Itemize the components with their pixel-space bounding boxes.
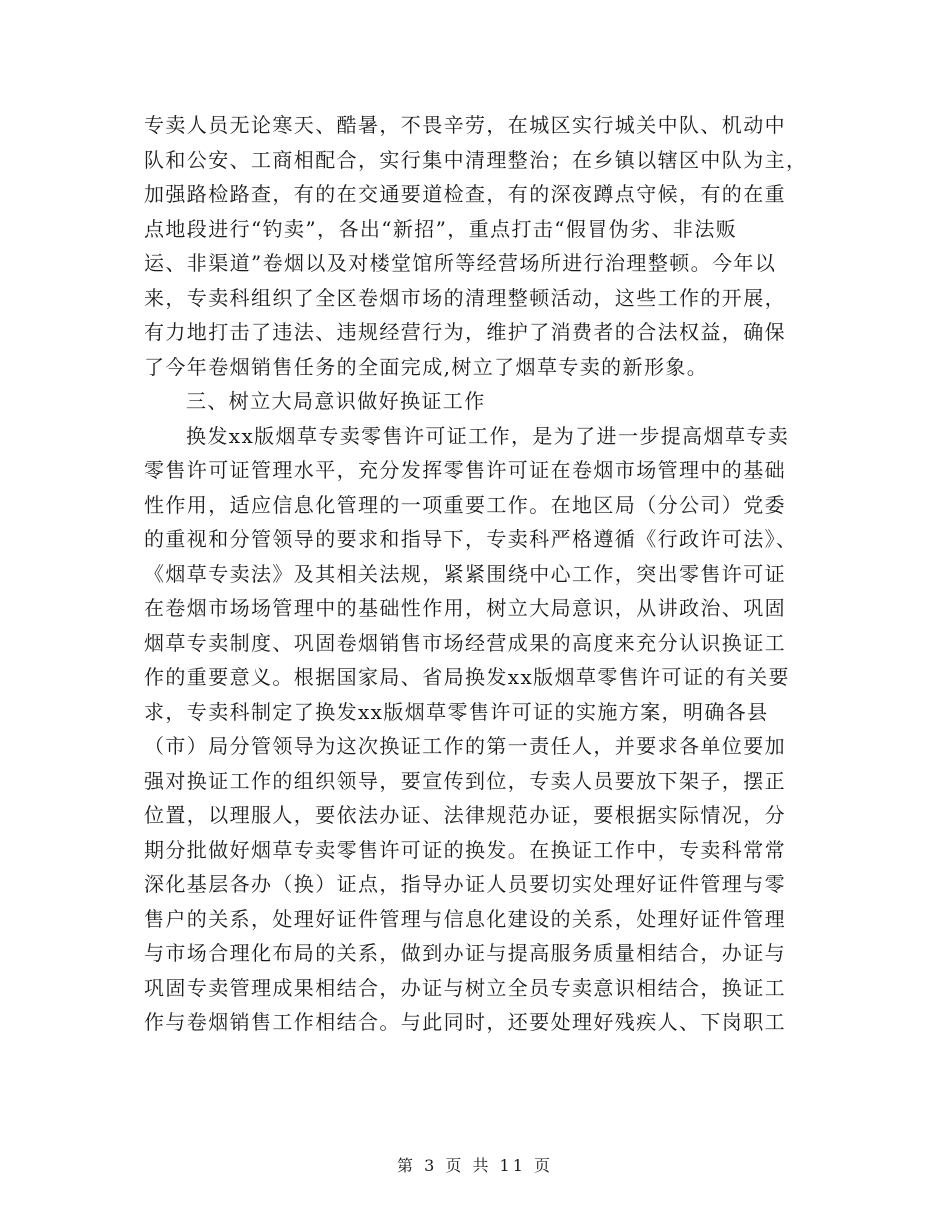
text-line: 专卖人员无论寒天、酷暑，不畏辛劳，在城区实行城关中队、机动中: [144, 113, 786, 137]
text-line: 烟草专卖制度、巩固卷烟销售市场经营成果的高度来充分认识换证工: [144, 630, 786, 655]
text-line: 队和公安、工商相配合，实行集中清理整治；在乡镇以辖区中队为主，: [144, 147, 808, 172]
page-number-footer: 第 3 页 共 11 页: [397, 1156, 553, 1175]
text-line: 有力地打击了违法、违规经营行为，维护了消费者的合法权益，确保: [144, 320, 786, 344]
text-line: 作的重要意义。根据国家局、省局换发xx版烟草零售许可证的有关要: [144, 665, 790, 689]
text-line: 运、非渠道”卷烟以及对楼堂馆所等经营场所进行治理整顿。今年以: [144, 251, 777, 275]
section-heading: 三、树立大局意识做好换证工作: [186, 389, 486, 413]
text-line: 的重视和分管领导的要求和指导下，专卖科严格遵循《行政许可法》、: [144, 527, 798, 551]
text-line: 求，专卖科制定了换发xx版烟草零售许可证的实施方案，明确各县: [144, 699, 769, 724]
text-line: 来，专卖科组织了全区卷烟市场的清理整顿活动，这些工作的开展，: [144, 285, 786, 310]
text-line: 性作用，适应信息化管理的一项重要工作。在地区局（分公司）党委: [144, 492, 786, 517]
text-line: 巩固专卖管理成果相结合，办证与树立全员专卖意识相结合，换证工: [144, 975, 786, 1000]
text-line: 在卷烟市场场管理中的基础性作用，树立大局意识，从讲政治、巩固: [144, 596, 786, 620]
text-line: 点地段进行“钓卖”，各出“新招”，重点打击“假冒伪劣、非法贩: [144, 216, 738, 241]
document-body: [144, 108, 810, 1040]
text-line: 售户的关系，处理好证件管理与信息化建设的关系，处理好证件管理: [144, 906, 786, 931]
text-line: （市）局分管领导为这次换证工作的第一责任人，并要求各单位要加: [144, 734, 786, 758]
text-line: 换发xx版烟草专卖零售许可证工作，是为了进一步提高烟草专卖: [186, 423, 790, 448]
text-line: 位置，以理服人，要依法办证、法律规范办证，要根据实际情况，分: [144, 803, 786, 827]
text-line: 与市场合理化布局的关系，做到办证与提高服务质量相结合，办证与: [144, 941, 786, 965]
text-line: 深化基层各办（换）证点，指导办证人员要切实处理好证件管理与零: [144, 872, 786, 896]
text-line: 了今年卷烟销售任务的全面完成,树立了烟草专卖的新形象。: [144, 354, 709, 379]
text-line: 期分批做好烟草专卖零售许可证的换发。在换证工作中，专卖科常常: [144, 837, 786, 862]
text-line: 强对换证工作的组织领导，要宣传到位，专卖人员要放下架子，摆正: [144, 768, 786, 793]
text-line: 《烟草专卖法》及其相关法规，紧紧围绕中心工作，突出零售许可证: [144, 561, 786, 586]
text-line: 作与卷烟销售工作相结合。与此同时，还要处理好残疾人、下岗职工: [144, 1010, 786, 1034]
text-line: 零售许可证管理水平，充分发挥零售许可证在卷烟市场管理中的基础: [144, 458, 786, 482]
text-line: 加强路检路查，有的在交通要道检查，有的深夜蹲点守候，有的在重: [144, 182, 786, 206]
